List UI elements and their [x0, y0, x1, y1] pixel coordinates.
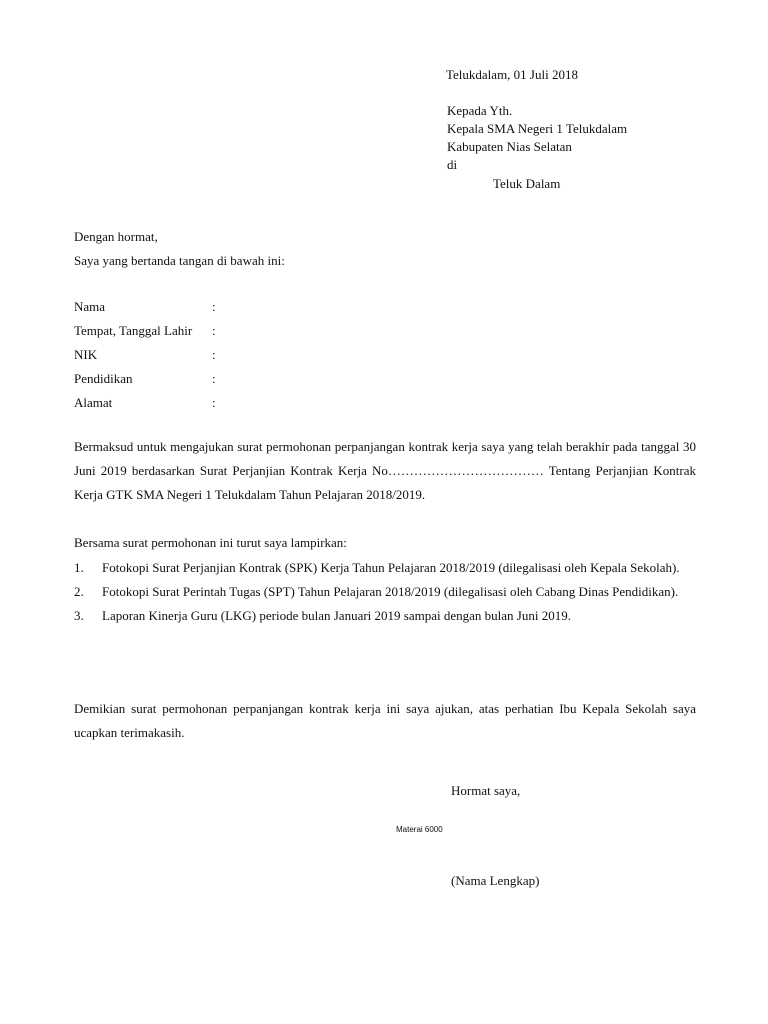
salutation: Dengan hormat,: [74, 229, 158, 244]
field-row-tempat-tanggal-lahir: [74, 323, 274, 343]
field-colon: :: [212, 371, 216, 386]
list-item-text: Laporan Kinerja Guru (LKG) periode bulan Januari 2019 sampai dengan bulan Juni 2019.: [102, 608, 571, 623]
body-paragraph: Bermaksud untuk mengajukan surat permohonan perpanjangan kontrak kerja saya yang telah berakhir pada tanggal 30 Juni 2019 berdasarkan Surat Perjanjian Kontrak Kerja No……………………………… Tentang Perjanjian Kontrak Kerja GTK SMA Negeri 1 Telukdalam Tahun Pelajaran 2018/2019.: [74, 439, 696, 502]
attachments-list: [74, 556, 696, 628]
signature-closing: Hormat saya,: [451, 783, 521, 798]
recipient-line-5: Teluk Dalam: [493, 176, 561, 191]
list-item-number: 3.: [74, 608, 84, 623]
field-colon: :: [212, 395, 216, 410]
recipient-line-1: Kepada Yth.: [447, 103, 513, 118]
field-colon: :: [212, 299, 216, 314]
signature-name: (Nama Lengkap): [451, 873, 540, 888]
list-item-number: 2.: [74, 584, 84, 599]
field-colon: :: [212, 323, 216, 338]
attachments-intro: Bersama surat permohonan ini turut saya lampirkan:: [74, 535, 347, 550]
field-label: Pendidikan: [74, 371, 133, 386]
list-item-text: Fotokopi Surat Perjanjian Kontrak (SPK) Kerja Tahun Pelajaran 2018/2019 (dilegalisasi oleh Kepala Sekolah).: [102, 560, 680, 575]
list-item-number: 1.: [74, 560, 84, 575]
intro-line: Saya yang bertanda tangan di bawah ini:: [74, 253, 285, 268]
field-label: Tempat, Tanggal Lahir: [74, 323, 193, 338]
field-label: Alamat: [74, 395, 113, 410]
field-row-nama: [74, 299, 274, 319]
place-date: Telukdalam, 01 Juli 2018: [446, 67, 578, 82]
closing-paragraph: Demikian surat permohonan perpanjangan kontrak kerja ini saya ajukan, atas perhatian Ibu Kepala Sekolah saya ucapkan terimakasih.: [74, 701, 696, 740]
field-label: NIK: [74, 347, 98, 362]
field-row-pendidikan: [74, 371, 274, 391]
recipient-line-4: di: [447, 157, 458, 172]
list-item: [74, 556, 696, 580]
list-item: [74, 604, 696, 628]
field-colon: :: [212, 347, 216, 362]
field-label: Nama: [74, 299, 106, 314]
field-row-nik: [74, 347, 274, 367]
recipient-line-3: Kabupaten Nias Selatan: [447, 139, 572, 154]
recipient-line-2: Kepala SMA Negeri 1 Telukdalam: [447, 121, 628, 136]
list-item: [74, 580, 696, 604]
stamp-label: Materai 6000: [396, 825, 443, 834]
list-item-text: Fotokopi Surat Perintah Tugas (SPT) Tahun Pelajaran 2018/2019 (dilegalisasi oleh Cabang Dinas Pendidikan).: [102, 584, 679, 599]
field-row-alamat: [74, 395, 274, 415]
